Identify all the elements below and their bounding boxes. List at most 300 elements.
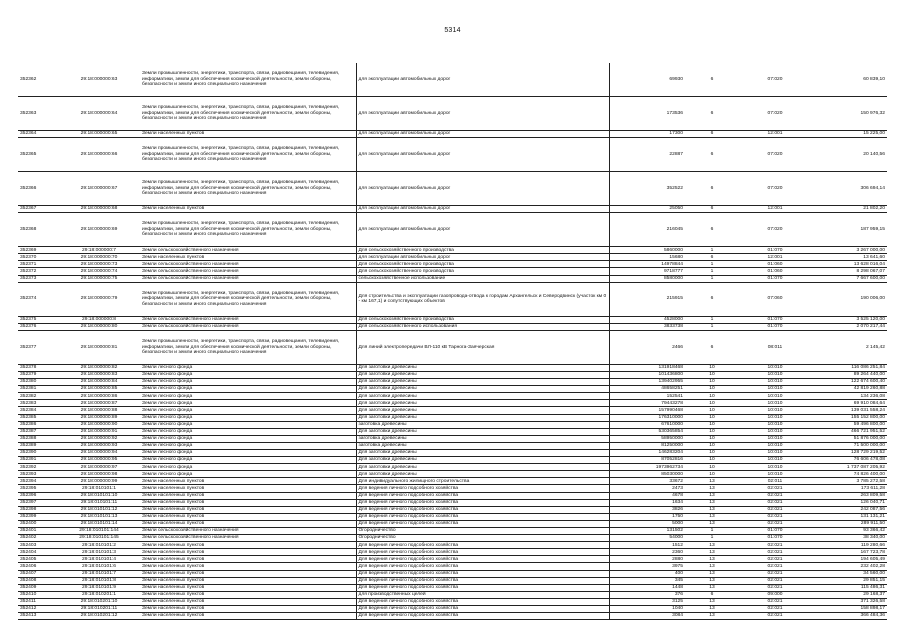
cadastral-number: 29:18:000000:89 bbox=[58, 414, 140, 421]
land-category: Земли лесного фонда bbox=[140, 442, 356, 449]
land-category: Земли сельскохозяйственного назначения bbox=[140, 316, 356, 323]
cadastral-value: 366 484,36 bbox=[811, 613, 887, 620]
registration-number: 352378 bbox=[18, 364, 58, 371]
group-number: 10 bbox=[685, 428, 739, 435]
land-category: Земли населенных пунктов bbox=[140, 613, 356, 620]
land-category: Земли промышленности, энергетики, транспорта, связи, радиовещания, телевидения, информатики, земли для обеспечения космической деятельности, земли обороны, безопасности и земли иного специального назначения bbox=[140, 330, 356, 364]
cadastral-number: 29:18:000000:7 bbox=[58, 247, 140, 254]
land-category: Земли лесного фонда bbox=[140, 407, 356, 414]
land-category: Земли населенных пунктов bbox=[140, 131, 356, 138]
land-category: Земли промышленности, энергетики, транспорта, связи, радиовещания, телевидения, информатики, земли для обеспечения космической деятельности, земли обороны, безопасности и земли иного специального назначения bbox=[140, 63, 356, 97]
group-number: 1 bbox=[685, 316, 739, 323]
permitted-use: для эксплуатации автомобильных дорог bbox=[356, 138, 609, 172]
registration-number: 352409 bbox=[18, 584, 58, 591]
cadastral-number: 29:18:010201:11 bbox=[58, 606, 140, 613]
area-value: 131502 bbox=[609, 528, 685, 535]
table-row bbox=[18, 442, 887, 449]
land-registry-table bbox=[18, 63, 887, 620]
permitted-use: для эксплуатации автомобильных дорог bbox=[356, 254, 609, 261]
cadastral-value: 71 500 000,00 bbox=[811, 442, 887, 449]
land-category: Земли населенных пунктов bbox=[140, 591, 356, 598]
cadastral-value: 289 911,50 bbox=[811, 520, 887, 527]
table-row bbox=[18, 556, 887, 563]
permitted-use: Для заготовки древесины bbox=[356, 457, 609, 464]
table-row bbox=[18, 464, 887, 471]
permitted-use: Для индивидуального жилищного строительства bbox=[356, 478, 609, 485]
table-row bbox=[18, 549, 887, 556]
use-code: 02:021 bbox=[739, 485, 811, 492]
land-category: Земли населенных пунктов bbox=[140, 478, 356, 485]
cadastral-value: 116 086 251,84 bbox=[811, 364, 887, 371]
area-value: 4528000 bbox=[609, 316, 685, 323]
registration-number: 352389 bbox=[18, 442, 58, 449]
table-row bbox=[18, 247, 887, 254]
use-code: 02:021 bbox=[739, 542, 811, 549]
group-number: 10 bbox=[685, 364, 739, 371]
area-value: 173536 bbox=[609, 97, 685, 131]
area-value: 25050 bbox=[609, 206, 685, 213]
registration-number: 352385 bbox=[18, 414, 58, 421]
land-category: Земли промышленности, энергетики, транспорта, связи, радиовещания, телевидения, информатики, земли для обеспечения космической деятельности, земли обороны, безопасности и земли иного специального назначения bbox=[140, 97, 356, 131]
use-code: 02:021 bbox=[739, 506, 811, 513]
cadastral-number: 29:18:000000:92 bbox=[58, 435, 140, 442]
cadastral-number: 29:18:000000:87 bbox=[58, 400, 140, 407]
cadastral-value: 466 721 951,52 bbox=[811, 428, 887, 435]
group-number: 1 bbox=[685, 323, 739, 330]
area-value: 152541 bbox=[609, 393, 685, 400]
cadastral-value: 134 236,08 bbox=[811, 393, 887, 400]
area-value: 2473 bbox=[609, 485, 685, 492]
group-number: 13 bbox=[685, 556, 739, 563]
area-value: 3975 bbox=[609, 563, 685, 570]
registration-number: 352392 bbox=[18, 464, 58, 471]
registration-number: 352412 bbox=[18, 606, 58, 613]
use-code: 10:010 bbox=[739, 400, 811, 407]
land-category: Земли населенных пунктов bbox=[140, 577, 356, 584]
use-code: 07:020 bbox=[739, 172, 811, 206]
permitted-use: для эксплуатации автомобильных дорог bbox=[356, 213, 609, 247]
table-row bbox=[18, 330, 887, 364]
registration-number: 352391 bbox=[18, 457, 58, 464]
group-number: 13 bbox=[685, 478, 739, 485]
cadastral-number: 29:18:010101:8 bbox=[58, 577, 140, 584]
permitted-use: Для ведения личного подсобного хозяйства bbox=[356, 520, 609, 527]
group-number: 13 bbox=[685, 506, 739, 513]
permitted-use: Для ведения личного подсобного хозяйства bbox=[356, 606, 609, 613]
land-category: Земли лесного фонда bbox=[140, 379, 356, 386]
registration-number: 352405 bbox=[18, 556, 58, 563]
land-category: Земли населенных пунктов bbox=[140, 492, 356, 499]
table-row bbox=[18, 379, 887, 386]
area-value: 3833738 bbox=[609, 323, 685, 330]
registration-number: 352364 bbox=[18, 131, 58, 138]
use-code: 10:010 bbox=[739, 449, 811, 456]
registration-number: 352375 bbox=[18, 316, 58, 323]
permitted-use: Для ведения личного подсобного хозяйства bbox=[356, 492, 609, 499]
registration-number: 352365 bbox=[18, 138, 58, 172]
cadastral-number: 29:18:000000:86 bbox=[58, 393, 140, 400]
permitted-use: Для ведения личного подсобного хозяйства bbox=[356, 549, 609, 556]
table-row bbox=[18, 213, 887, 247]
permitted-use: Для ведения личного подсобного хозяйства bbox=[356, 506, 609, 513]
cadastral-value: 126 040,71 bbox=[811, 499, 887, 506]
area-value: 22887 bbox=[609, 138, 685, 172]
land-category: Земли промышленности, энергетики, транспорта, связи, радиовещания, телевидения, информатики, земли для обеспечения космической деятельности, земли обороны, безопасности и земли иного специального назначения bbox=[140, 213, 356, 247]
cadastral-value: 306 694,14 bbox=[811, 172, 887, 206]
land-category: Земли сельскохозяйственного назначения bbox=[140, 261, 356, 268]
land-category: Земли лесного фонда bbox=[140, 421, 356, 428]
cadastral-value: 42 819 260,88 bbox=[811, 386, 887, 393]
use-code: 02:011 bbox=[739, 478, 811, 485]
area-value: 101436800 bbox=[609, 371, 685, 378]
table-row bbox=[18, 577, 887, 584]
cadastral-value: 3 785 272,58 bbox=[811, 478, 887, 485]
group-number: 6 bbox=[685, 254, 739, 261]
area-value: 352522 bbox=[609, 172, 685, 206]
permitted-use: Для ведения личного подсобного хозяйства bbox=[356, 598, 609, 605]
cadastral-number: 29:18:010101:145 bbox=[58, 535, 140, 542]
cadastral-value: 34 560,00 bbox=[811, 570, 887, 577]
use-code: 02:021 bbox=[739, 556, 811, 563]
cadastral-number: 29:18:000000:74 bbox=[58, 268, 140, 275]
use-code: 10:010 bbox=[739, 471, 811, 478]
group-number: 13 bbox=[685, 492, 739, 499]
registration-number: 352363 bbox=[18, 97, 58, 131]
permitted-use: Для заготовки древесины bbox=[356, 364, 609, 371]
area-value: 15680 bbox=[609, 254, 685, 261]
table-row bbox=[18, 254, 887, 261]
cadastral-number: 29:18:010101:10 bbox=[58, 492, 140, 499]
registration-number: 352367 bbox=[18, 206, 58, 213]
registration-number: 352397 bbox=[18, 499, 58, 506]
use-code: 02:021 bbox=[739, 549, 811, 556]
area-value: 5860000 bbox=[609, 247, 685, 254]
cadastral-number: 29:18:000000:73 bbox=[58, 261, 140, 268]
use-code: 02:021 bbox=[739, 513, 811, 520]
land-category: Земли населенных пунктов bbox=[140, 520, 356, 527]
registration-number: 352395 bbox=[18, 485, 58, 492]
land-category: Земли лесного фонда bbox=[140, 386, 356, 393]
use-code: 10:010 bbox=[739, 464, 811, 471]
group-number: 10 bbox=[685, 435, 739, 442]
registration-number: 352369 bbox=[18, 247, 58, 254]
area-value: 3826 bbox=[609, 506, 685, 513]
area-value: 81250000 bbox=[609, 442, 685, 449]
cadastral-value: 139 031 558,24 bbox=[811, 407, 887, 414]
permitted-use: для эксплуатации автомобильных дорог bbox=[356, 63, 609, 97]
cadastral-value: 131 131,21 bbox=[811, 513, 887, 520]
cadastral-value: 1 737 087 205,92 bbox=[811, 464, 887, 471]
group-number: 10 bbox=[685, 379, 739, 386]
registration-number: 352372 bbox=[18, 268, 58, 275]
cadastral-number: 29:18:000000:90 bbox=[58, 421, 140, 428]
area-value: 79443278 bbox=[609, 400, 685, 407]
permitted-use: для производственных целей bbox=[356, 591, 609, 598]
group-number: 13 bbox=[685, 563, 739, 570]
land-category: Земли лесного фонда bbox=[140, 464, 356, 471]
table-row bbox=[18, 261, 887, 268]
use-code: 08:011 bbox=[739, 330, 811, 364]
group-number: 10 bbox=[685, 449, 739, 456]
land-category: Земли сельскохозяйственного назначения bbox=[140, 247, 356, 254]
cadastral-value: 2 145,42 bbox=[811, 330, 887, 364]
land-category: Земли лесного фонда bbox=[140, 457, 356, 464]
cadastral-number: 29:18:010101:13 bbox=[58, 513, 140, 520]
registration-number: 352390 bbox=[18, 449, 58, 456]
permitted-use: Для ведения личного подсобного хозяйства bbox=[356, 485, 609, 492]
use-code: 02:021 bbox=[739, 577, 811, 584]
cadastral-number: 29:18:010201:10 bbox=[58, 598, 140, 605]
land-category: Земли лесного фонда bbox=[140, 435, 356, 442]
cadastral-number: 29:18:010101:11 bbox=[58, 499, 140, 506]
group-number: 1 bbox=[685, 535, 739, 542]
land-category: Земли населенных пунктов bbox=[140, 556, 356, 563]
cadastral-value: 232 402,28 bbox=[811, 563, 887, 570]
land-category: Земли населенных пунктов bbox=[140, 549, 356, 556]
table-row bbox=[18, 513, 887, 520]
cadastral-number: 29:18:000000:75 bbox=[58, 275, 140, 282]
land-category: Земли лесного фонда bbox=[140, 428, 356, 435]
permitted-use: Для ведения личного подсобного хозяйства bbox=[356, 499, 609, 506]
area-value: 157990468 bbox=[609, 407, 685, 414]
permitted-use: для эксплуатации автомобильных дорог bbox=[356, 131, 609, 138]
cadastral-number: 29:18:000000:80 bbox=[58, 323, 140, 330]
cadastral-number: 29:18:010201:12 bbox=[58, 613, 140, 620]
group-number: 10 bbox=[685, 393, 739, 400]
permitted-use: для эксплуатации автомобильных дорог bbox=[356, 206, 609, 213]
permitted-use: заготовка древесины bbox=[356, 435, 609, 442]
permitted-use: заготовка древесины bbox=[356, 421, 609, 428]
cadastral-number: 29:18:010201:1 bbox=[58, 591, 140, 598]
permitted-use: Для сельскохозяйственного производства bbox=[356, 247, 609, 254]
area-value: 176310000 bbox=[609, 414, 685, 421]
use-code: 10:010 bbox=[739, 393, 811, 400]
cadastral-value: 59 496 800,00 bbox=[811, 421, 887, 428]
permitted-use: Для сельскохозяйственного производства bbox=[356, 316, 609, 323]
cadastral-value: 76 606 478,08 bbox=[811, 457, 887, 464]
registration-number: 352381 bbox=[18, 386, 58, 393]
use-code: 02:021 bbox=[739, 499, 811, 506]
permitted-use: Для ведения личного подсобного хозяйства bbox=[356, 556, 609, 563]
registration-number: 352368 bbox=[18, 213, 58, 247]
cadastral-value: 242 087,56 bbox=[811, 506, 887, 513]
cadastral-number: 29:18:010101:14 bbox=[58, 520, 140, 527]
cadastral-number: 29:18:010101:9 bbox=[58, 584, 140, 591]
group-number: 10 bbox=[685, 471, 739, 478]
use-code: 07:020 bbox=[739, 97, 811, 131]
group-number: 10 bbox=[685, 442, 739, 449]
permitted-use: Для сельскохозяйственного производства bbox=[356, 268, 609, 275]
permitted-use: Для заготовки древесины bbox=[356, 393, 609, 400]
cadastral-value: 29 851,15 bbox=[811, 577, 887, 584]
permitted-use: Для ведения личного подсобного хозяйства bbox=[356, 542, 609, 549]
cadastral-value: 150 976,32 bbox=[811, 97, 887, 131]
land-category: Земли лесного фонда bbox=[140, 371, 356, 378]
registration-number: 352402 bbox=[18, 535, 58, 542]
cadastral-number: 29:18:010101:3 bbox=[58, 549, 140, 556]
permitted-use: Для заготовки древесины bbox=[356, 428, 609, 435]
table-row bbox=[18, 563, 887, 570]
registration-number: 352362 bbox=[18, 63, 58, 97]
use-code: 02:021 bbox=[739, 613, 811, 620]
use-code: 10:010 bbox=[739, 442, 811, 449]
registration-number: 352396 bbox=[18, 492, 58, 499]
group-number: 1 bbox=[685, 268, 739, 275]
table-row bbox=[18, 407, 887, 414]
registration-number: 352403 bbox=[18, 542, 58, 549]
area-value: 87052816 bbox=[609, 457, 685, 464]
table-row bbox=[18, 386, 887, 393]
area-value: 400 bbox=[609, 570, 685, 577]
land-category: Земли населенных пунктов bbox=[140, 506, 356, 513]
land-category: Земли сельскохозяйственного назначения bbox=[140, 535, 356, 542]
permitted-use: Для строительства и эксплуатации газопровода-отвода к городам Архангельск и Северодвинск (участок км 0 - км 167,1) и сопутствующих объектов bbox=[356, 282, 609, 316]
table-row bbox=[18, 570, 887, 577]
table-row bbox=[18, 138, 887, 172]
table-row bbox=[18, 535, 887, 542]
land-category: Земли лесного фонда bbox=[140, 364, 356, 371]
area-value: 48658251 bbox=[609, 386, 685, 393]
registration-number: 352413 bbox=[18, 613, 58, 620]
permitted-use: Огородничество bbox=[356, 535, 609, 542]
use-code: 10:010 bbox=[739, 371, 811, 378]
use-code: 01:070 bbox=[739, 528, 811, 535]
land-category: Земли населенных пунктов bbox=[140, 513, 356, 520]
use-code: 10:010 bbox=[739, 407, 811, 414]
group-number: 13 bbox=[685, 542, 739, 549]
group-number: 13 bbox=[685, 499, 739, 506]
group-number: 1 bbox=[685, 528, 739, 535]
group-number: 6 bbox=[685, 63, 739, 97]
area-value: 5000 bbox=[609, 520, 685, 527]
cadastral-value: 13 641,60 bbox=[811, 254, 887, 261]
cadastral-number: 29:18:010101:1 bbox=[58, 485, 140, 492]
cadastral-value: 3 525 120,00 bbox=[811, 316, 887, 323]
use-code: 12:001 bbox=[739, 131, 811, 138]
use-code: 10:010 bbox=[739, 386, 811, 393]
use-code: 01:070 bbox=[739, 535, 811, 542]
group-number: 6 bbox=[685, 172, 739, 206]
table-row bbox=[18, 613, 887, 620]
group-number: 13 bbox=[685, 606, 739, 613]
cadastral-number: 29:18:010101:2 bbox=[58, 542, 140, 549]
use-code: 12:001 bbox=[739, 254, 811, 261]
registration-number: 352387 bbox=[18, 428, 58, 435]
group-number: 13 bbox=[685, 549, 739, 556]
permitted-use: Огородничество bbox=[356, 528, 609, 535]
cadastral-value: 155 152 800,00 bbox=[811, 414, 887, 421]
cadastral-number: 29:18:010101:7 bbox=[58, 570, 140, 577]
cadastral-number: 29:18:000000:83 bbox=[58, 371, 140, 378]
registration-number: 352371 bbox=[18, 261, 58, 268]
group-number: 1 bbox=[685, 261, 739, 268]
cadastral-value: 74 826 400,00 bbox=[811, 471, 887, 478]
land-category: Земли сельскохозяйственного назначения bbox=[140, 275, 356, 282]
use-code: 07:020 bbox=[739, 138, 811, 172]
table-row bbox=[18, 323, 887, 330]
cadastral-number: 29:18:010101:12 bbox=[58, 506, 140, 513]
table-row bbox=[18, 606, 887, 613]
permitted-use: сельскохозяйственное использование bbox=[356, 275, 609, 282]
table-row bbox=[18, 492, 887, 499]
permitted-use: Для заготовки древесины bbox=[356, 464, 609, 471]
cadastral-value: 69 910 084,64 bbox=[811, 400, 887, 407]
registration-number: 352386 bbox=[18, 421, 58, 428]
cadastral-value: 20 140,56 bbox=[811, 138, 887, 172]
use-code: 10:010 bbox=[739, 428, 811, 435]
use-code: 10:010 bbox=[739, 435, 811, 442]
land-category: Земли населенных пунктов bbox=[140, 542, 356, 549]
area-value: 85030000 bbox=[609, 471, 685, 478]
cadastral-value: 29 168,37 bbox=[811, 591, 887, 598]
use-code: 02:021 bbox=[739, 520, 811, 527]
cadastral-value: 194 605,49 bbox=[811, 556, 887, 563]
permitted-use: Для линий электропередачи ВЛ-110 кВ Тарнога-Заячерская bbox=[356, 330, 609, 364]
permitted-use: Для ведения личного подсобного хозяйства bbox=[356, 584, 609, 591]
area-value: 9718777 bbox=[609, 268, 685, 275]
registration-number: 352388 bbox=[18, 435, 58, 442]
cadastral-number: 29:18:000000:8 bbox=[58, 316, 140, 323]
group-number: 10 bbox=[685, 400, 739, 407]
table-row bbox=[18, 400, 887, 407]
permitted-use: заготовка древесины bbox=[356, 442, 609, 449]
table-row bbox=[18, 421, 887, 428]
use-code: 10:010 bbox=[739, 379, 811, 386]
area-value: 4678 bbox=[609, 492, 685, 499]
table-row bbox=[18, 598, 887, 605]
area-value: 1448 bbox=[609, 584, 685, 591]
registration-number: 352406 bbox=[18, 563, 58, 570]
land-category: Земли лесного фонда bbox=[140, 471, 356, 478]
cadastral-number: 29:18:000000:88 bbox=[58, 407, 140, 414]
area-value: 69930 bbox=[609, 63, 685, 97]
table-row bbox=[18, 478, 887, 485]
land-category: Земли лесного фонда bbox=[140, 449, 356, 456]
table-row bbox=[18, 528, 887, 535]
cadastral-value: 128 729 219,52 bbox=[811, 449, 887, 456]
cadastral-value: 3 267 000,00 bbox=[811, 247, 887, 254]
cadastral-number: 29:18:000000:65 bbox=[58, 131, 140, 138]
table-row bbox=[18, 172, 887, 206]
cadastral-value: 60 839,10 bbox=[811, 63, 887, 97]
permitted-use: Для ведения личного подсобного хозяйства bbox=[356, 570, 609, 577]
use-code: 02:021 bbox=[739, 492, 811, 499]
use-code: 10:010 bbox=[739, 457, 811, 464]
area-value: 1512 bbox=[609, 542, 685, 549]
cadastral-value: 89 264 440,00 bbox=[811, 371, 887, 378]
registration-number: 352382 bbox=[18, 393, 58, 400]
table-row bbox=[18, 499, 887, 506]
cadastral-value: 122 674 600,40 bbox=[811, 379, 887, 386]
area-value: 33672 bbox=[609, 478, 685, 485]
use-code: 02:021 bbox=[739, 606, 811, 613]
cadastral-number: 29:18:000000:79 bbox=[58, 282, 140, 316]
table-row bbox=[18, 393, 887, 400]
group-number: 13 bbox=[685, 485, 739, 492]
registration-number: 352380 bbox=[18, 379, 58, 386]
group-number: 6 bbox=[685, 213, 739, 247]
permitted-use: Для сельскохозяйственного использования bbox=[356, 323, 609, 330]
cadastral-number: 29:18:000000:66 bbox=[58, 138, 140, 172]
group-number: 6 bbox=[685, 138, 739, 172]
registration-number: 352379 bbox=[18, 371, 58, 378]
land-category: Земли населенных пунктов bbox=[140, 499, 356, 506]
group-number: 13 bbox=[685, 520, 739, 527]
group-number: 13 bbox=[685, 598, 739, 605]
permitted-use: Для заготовки древесины bbox=[356, 371, 609, 378]
group-number: 13 bbox=[685, 513, 739, 520]
group-number: 10 bbox=[685, 414, 739, 421]
